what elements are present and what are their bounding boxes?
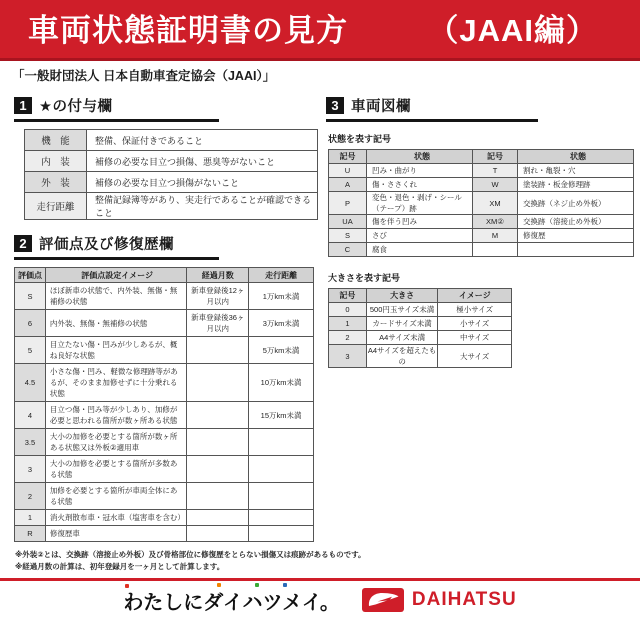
section-number-badge: 1: [14, 97, 32, 114]
table-row: [15, 510, 314, 526]
criteria-desc: 補修の必要な目立つ損傷、悪臭等がないこと: [87, 151, 318, 172]
image-cell: 小サイズ: [438, 317, 512, 331]
section-diagram-heading: [326, 95, 538, 122]
score-cell: 1: [15, 510, 46, 526]
footer: [0, 581, 640, 619]
months-cell: [187, 456, 249, 483]
column-header: 評価点設定イメージ: [45, 268, 187, 283]
size-cell: A4サイズを超えたもの: [367, 346, 437, 366]
image-cell: ほぼ新車の状態で、内外装、無傷・無補修の状態: [45, 283, 187, 310]
size-cell: A4サイズ未満: [366, 331, 438, 345]
table-row: [329, 164, 634, 178]
image-cell: 内外装、無傷・無補修の状態: [45, 310, 187, 337]
table-row: [15, 526, 314, 542]
table-row: [15, 337, 314, 364]
criteria-desc: 整備記録簿等があり、実走行であることが確認できること: [87, 193, 318, 220]
score-cell: 6: [15, 310, 46, 337]
months-cell: 新車登録後36ヶ月以内: [187, 310, 249, 337]
table-row: [15, 364, 314, 402]
state-cell: 塗装跡・板金修理跡: [518, 178, 634, 192]
table-row: [15, 456, 314, 483]
section-evaluation-title: 評価点及び修復歴欄: [39, 237, 174, 253]
footnotes: [15, 549, 640, 572]
section-number-badge: 3: [326, 97, 344, 114]
symbol-cell: [473, 243, 518, 257]
table-row: [329, 317, 512, 331]
symbol-cell: 0: [329, 303, 367, 317]
table-row: [25, 193, 318, 220]
left-column: [14, 88, 318, 542]
state-cell: 腐食: [367, 243, 473, 257]
table-header-row: [329, 150, 634, 164]
column-header: 評価点: [15, 268, 46, 283]
criteria-label: 走行距離: [25, 193, 87, 220]
months-cell: [187, 429, 249, 456]
criteria-label: 外 装: [25, 172, 87, 193]
size-cell: 500円玉サイズ未満: [366, 303, 438, 317]
tagline-text: わたしにダイハツメイ。: [123, 591, 340, 614]
months-cell: [187, 364, 249, 402]
symbol-cell: W: [473, 178, 518, 192]
state-cell: 変色・退色・剥げ・シール（テープ）跡: [367, 192, 473, 215]
distance-cell: [249, 510, 314, 526]
distance-cell: [249, 456, 314, 483]
distance-cell: 10万km未満: [249, 364, 314, 402]
table-header-row: [15, 268, 314, 283]
column-header: 状態: [367, 150, 473, 164]
section-diagram-title: 車両図欄: [351, 99, 411, 115]
months-cell: [187, 402, 249, 429]
table-row: [25, 151, 318, 172]
state-cell: 傷を伴う凹み: [367, 215, 473, 229]
evaluation-table: [14, 267, 314, 542]
state-cell: さび: [367, 229, 473, 243]
size-cell: カードサイズ未満: [366, 317, 438, 331]
distance-cell: [249, 526, 314, 542]
image-cell: 消火剤散布車・冠水車（塩害車を含む）: [45, 510, 187, 526]
image-cell: 小さな傷・凹み、軽微な修理跡等があるが、そのまま加修せずに十分乗れる状態: [45, 364, 187, 402]
table-row: [329, 178, 634, 192]
footnote: ※外装②とは、交換跡（溶接止め外板）及び骨格部位に修復歴をとらない損傷又は痕跡があるものです。: [15, 550, 366, 559]
criteria-desc: 補修の必要な目立つ損傷がないこと: [87, 172, 318, 193]
months-cell: [187, 337, 249, 364]
symbol-cell: XM: [473, 192, 518, 215]
score-cell: 2: [15, 483, 46, 510]
score-cell: S: [15, 283, 46, 310]
section-number-badge: 2: [14, 235, 32, 252]
symbol-cell: T: [473, 164, 518, 178]
distance-cell: 15万km未満: [249, 402, 314, 429]
section-star-heading: [14, 95, 219, 122]
size-symbols-table: [328, 288, 512, 368]
symbol-cell: P: [329, 192, 367, 215]
condition-symbols-label: 状態を表す記号: [328, 134, 392, 144]
column-header: 走行距離: [249, 268, 314, 283]
column-header: 大きさ: [366, 289, 438, 303]
symbol-cell: UA: [329, 215, 367, 229]
footnote: ※経過月数の計算は、初年登録月を一ヶ月として計算します。: [15, 561, 225, 571]
table-row: [329, 192, 634, 215]
criteria-label: 機 能: [25, 130, 87, 151]
column-header: 状態: [518, 150, 634, 164]
image-cell: 中サイズ: [438, 331, 512, 345]
table-row: [25, 130, 318, 151]
tagline-accent: [255, 583, 259, 587]
daihatsu-tagline: [123, 586, 340, 615]
main-content: [0, 86, 640, 542]
criteria-desc: 整備、保証付きであること: [87, 130, 318, 151]
daihatsu-logo: [362, 588, 517, 612]
tagline-accent: [217, 583, 221, 587]
tagline-accent: [283, 583, 287, 587]
table-row: [15, 402, 314, 429]
table-row: [329, 229, 634, 243]
image-cell: 目立つ傷・凹み等が少しあり、加修が必要と思われる箇所が数ヶ所ある状態: [45, 402, 187, 429]
table-row: [329, 303, 512, 317]
table-row: [329, 345, 512, 368]
distance-cell: 1万km未満: [249, 283, 314, 310]
section-star-title: ★の付与欄: [39, 99, 113, 115]
distance-cell: [249, 429, 314, 456]
score-cell: 5: [15, 337, 46, 364]
daihatsu-mark-icon: [362, 588, 404, 612]
score-cell: 3.5: [15, 429, 46, 456]
condition-symbols-table: [328, 149, 634, 257]
title-banner: [0, 0, 640, 61]
table-row: [15, 310, 314, 337]
column-header: 経過月数: [187, 268, 249, 283]
table-header-row: [329, 289, 512, 303]
months-cell: [187, 510, 249, 526]
image-cell: 大サイズ: [438, 345, 512, 368]
symbol-cell: 3: [329, 345, 367, 368]
column-header: イメージ: [438, 289, 512, 303]
criteria-label: 内 装: [25, 151, 87, 172]
page-title: 車両状態証明書の見方: [28, 12, 348, 48]
months-cell: [187, 526, 249, 542]
months-cell: [187, 483, 249, 510]
table-row: [329, 215, 634, 229]
symbol-cell: M: [473, 229, 518, 243]
symbol-cell: A: [329, 178, 367, 192]
table-row: [329, 243, 634, 257]
table-row: [15, 283, 314, 310]
table-row: [15, 429, 314, 456]
image-cell: 大小の加修を必要とする箇所が多数ある状態: [45, 456, 187, 483]
table-row: [25, 172, 318, 193]
symbol-cell: U: [329, 164, 367, 178]
star-criteria-table: [24, 129, 318, 220]
distance-cell: 3万km未満: [249, 310, 314, 337]
column-header: 記号: [473, 150, 518, 164]
symbol-cell: 2: [329, 331, 367, 345]
image-cell: 目立たない傷・凹みが少しあるが、概ね良好な状態: [45, 337, 187, 364]
image-cell: 大小の加修を必要とする箇所が数ヶ所ある状態又は外板②適用車: [45, 429, 187, 456]
image-cell: 加修を必要とする箇所が車両全体にある状態: [45, 483, 187, 510]
symbol-cell: C: [329, 243, 367, 257]
table-row: [15, 483, 314, 510]
state-cell: 割れ・亀裂・穴: [518, 164, 634, 178]
issuer-subtitle: 「一般財団法人 日本自動車査定協会（JAAI）」: [12, 69, 276, 83]
score-cell: 4.5: [15, 364, 46, 402]
distance-cell: [249, 483, 314, 510]
state-cell: 修復歴: [518, 229, 634, 243]
column-header: 記号: [329, 150, 367, 164]
score-cell: 3: [15, 456, 46, 483]
symbol-cell: S: [329, 229, 367, 243]
page-title-suffix: （JAAI編）: [427, 12, 598, 48]
tagline-accent: [125, 584, 129, 588]
state-cell: 交換跡（溶接止め外板）: [518, 215, 634, 229]
months-cell: 新車登録後12ヶ月以内: [187, 283, 249, 310]
state-cell: 凹み・曲がり: [367, 164, 473, 178]
state-cell: 傷・ささくれ: [367, 178, 473, 192]
score-cell: R: [15, 526, 46, 542]
size-symbols-label: 大きさを表す記号: [328, 273, 401, 283]
table-row: [329, 331, 512, 345]
image-cell: 極小サイズ: [438, 303, 512, 317]
state-cell: [518, 243, 634, 257]
image-cell: 修復歴車: [45, 526, 187, 542]
column-header: 記号: [329, 289, 367, 303]
state-cell: 交換跡（ネジ止め外板）: [518, 192, 634, 215]
right-column: [326, 88, 634, 542]
distance-cell: 5万km未満: [249, 337, 314, 364]
section-evaluation-heading: [14, 233, 219, 260]
daihatsu-wordmark: DAIHATSU: [411, 589, 517, 611]
symbol-cell: 1: [329, 317, 367, 331]
score-cell: 4: [15, 402, 46, 429]
symbol-cell: XM②: [473, 215, 518, 229]
